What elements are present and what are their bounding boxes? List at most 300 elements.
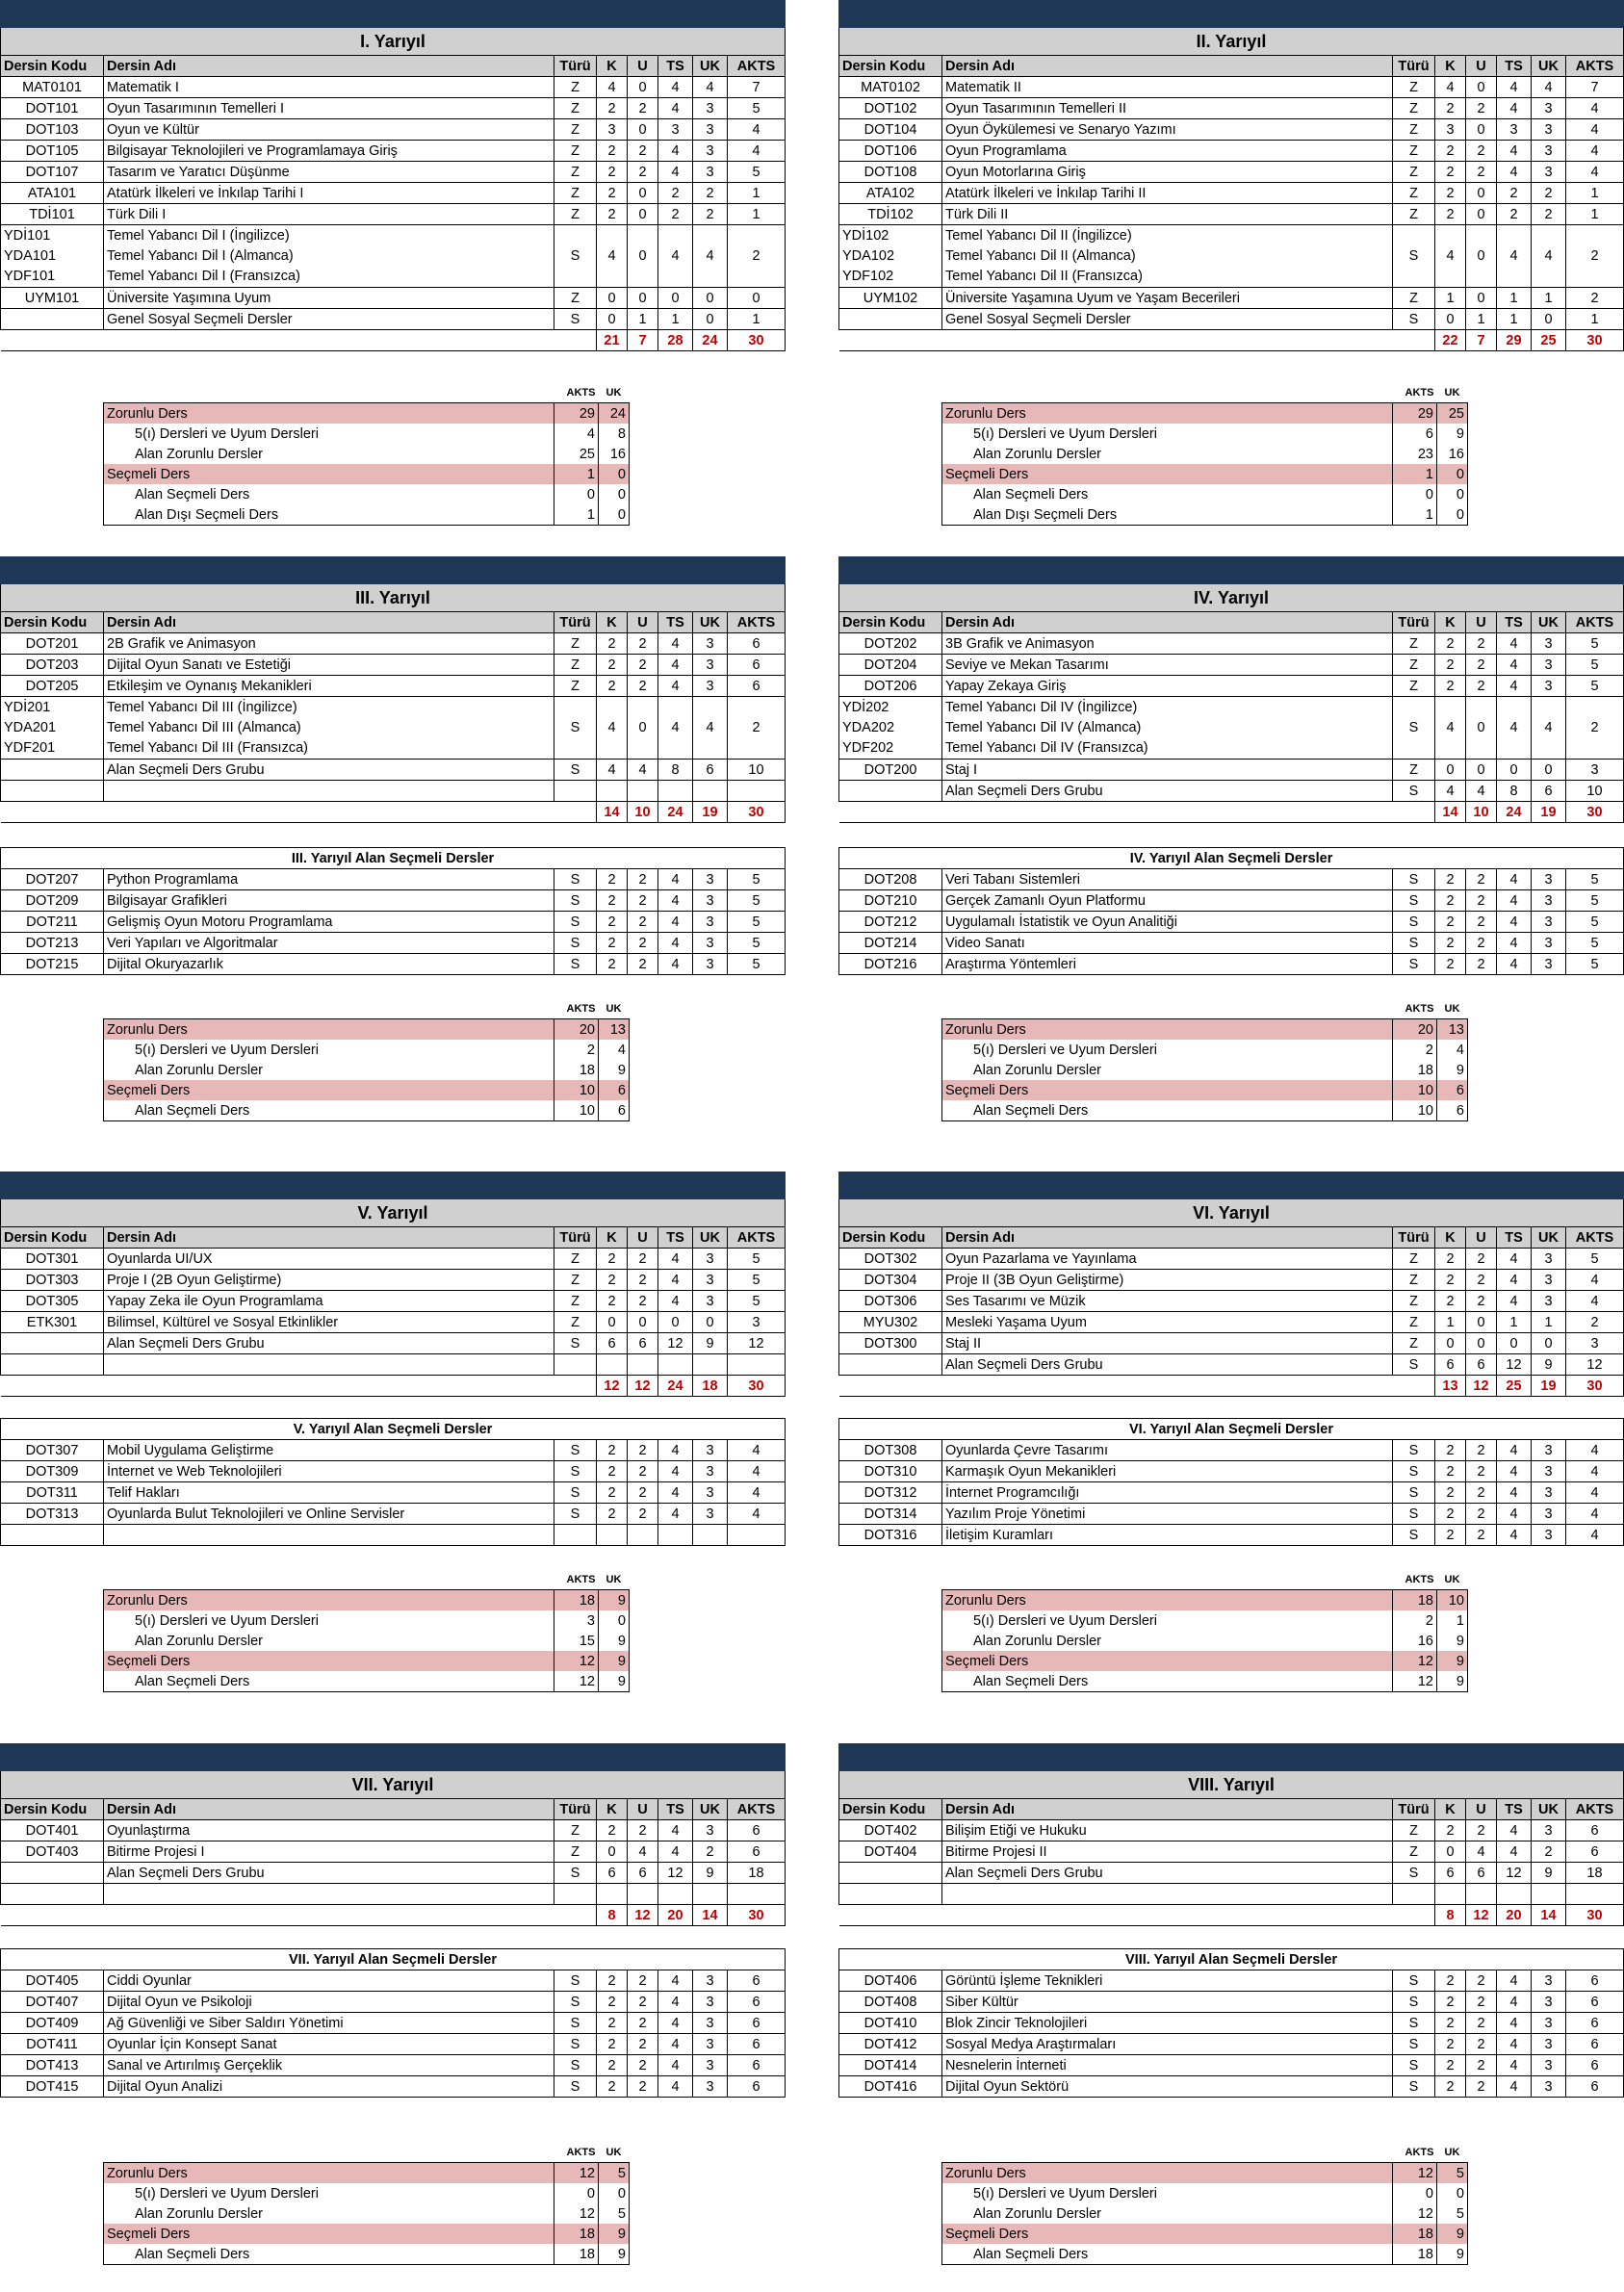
course-codes [839, 697, 942, 760]
course-u: 0 [1466, 183, 1497, 204]
summary-akts: 18 [1393, 2244, 1437, 2265]
course-u: 4 [1466, 1841, 1497, 1863]
course-name: Görüntü İşleme Teknikleri [942, 1970, 1393, 1992]
summary-akts: 10 [554, 1100, 599, 1121]
course-u: 6 [628, 1333, 658, 1354]
course-u [1466, 1884, 1497, 1905]
course-uk: 3 [693, 119, 728, 141]
course-row-language [839, 697, 1624, 760]
summary-uk-header: UK [606, 387, 622, 399]
course-code: YDF102 [842, 268, 894, 284]
course-code: YDF202 [842, 739, 894, 756]
course-k: 2 [597, 162, 628, 183]
summary-uk: 4 [599, 1040, 630, 1060]
total-uk: 25 [1532, 330, 1566, 351]
summary-label: Alan Seçmeli Ders [104, 2244, 554, 2265]
course-names [942, 225, 1393, 288]
course-name: Yapay Zeka ile Oyun Programlama [104, 1291, 554, 1312]
course-code: YDA202 [842, 719, 895, 735]
column-header-row [1, 1799, 786, 1820]
summary-label: Alan Seçmeli Ders [942, 484, 1393, 504]
header-akts: AKTS [728, 1227, 786, 1249]
summary-row [104, 403, 630, 425]
course-row [839, 77, 1624, 98]
course-row [1, 1884, 786, 1905]
summary-akts: 18 [1393, 1590, 1437, 1611]
course-row [839, 183, 1624, 204]
course-k: 2 [1435, 2034, 1466, 2055]
course-k: 2 [597, 2013, 628, 2034]
course-row [1, 1291, 786, 1312]
course-row [1, 1863, 786, 1884]
course-code: DOT401 [1, 1820, 104, 1841]
elective-row [839, 1970, 1624, 1992]
course-k: 2 [1435, 204, 1466, 225]
total-akts: 30 [1566, 1905, 1624, 1926]
course-type: S [554, 697, 597, 760]
course-ts: 4 [658, 1461, 693, 1482]
header-k: K [597, 612, 628, 633]
summary-akts: 0 [1393, 2183, 1437, 2203]
elective-row [1, 954, 786, 975]
course-uk: 2 [693, 1841, 728, 1863]
course-codes [1, 225, 104, 288]
course-k: 2 [1435, 2076, 1466, 2098]
course-code: DOT105 [1, 141, 104, 162]
course-code: MAT0102 [839, 77, 942, 98]
course-code: UYM101 [1, 288, 104, 309]
semester-title: VIII. Yarıyıl [839, 1771, 1624, 1799]
course-code [1, 760, 104, 781]
course-u: 0 [628, 1312, 658, 1333]
course-uk: 0 [693, 1312, 728, 1333]
summary-label: Alan Seçmeli Ders [942, 2244, 1393, 2265]
header-name: Dersin Adı [942, 612, 1393, 633]
course-ts: 4 [1497, 1291, 1532, 1312]
summary-uk: 10 [1437, 1590, 1468, 1611]
course-type: S [554, 2034, 597, 2055]
course-code: UYM102 [839, 288, 942, 309]
summary-akts: 18 [554, 1590, 599, 1611]
summary-row [104, 1080, 630, 1100]
course-ts: 4 [1497, 2034, 1532, 2055]
course-ts: 4 [658, 98, 693, 119]
course-akts: 18 [728, 1863, 786, 1884]
course-code [1, 1525, 104, 1546]
header-akts: AKTS [1566, 1227, 1624, 1249]
course-type: Z [554, 1841, 597, 1863]
course-code: ATA101 [1, 183, 104, 204]
course-row [839, 633, 1624, 655]
course-k: 2 [597, 655, 628, 676]
course-name: Ses Tasarımı ve Müzik [942, 1291, 1393, 1312]
elective-title: V. Yarıyıl Alan Seçmeli Dersler [1, 1419, 786, 1440]
course-akts: 2 [1566, 1312, 1624, 1333]
course-code: YDA101 [4, 247, 57, 264]
course-uk: 3 [693, 890, 728, 912]
course-ts: 4 [1497, 1482, 1532, 1504]
course-type [554, 1354, 597, 1376]
course-row [1, 309, 786, 330]
course-code: DOT209 [1, 890, 104, 912]
course-type: S [1393, 697, 1435, 760]
total-ts: 24 [658, 1376, 693, 1397]
course-uk: 4 [1532, 77, 1566, 98]
elective-title: III. Yarıyıl Alan Seçmeli Dersler [1, 848, 786, 869]
course-ts: 4 [658, 1482, 693, 1504]
course-code [1, 309, 104, 330]
course-u: 2 [628, 869, 658, 890]
course-code: DOT309 [1, 1461, 104, 1482]
summary-row [104, 2224, 630, 2244]
summary-uk: 6 [1437, 1080, 1468, 1100]
course-k: 2 [1435, 676, 1466, 697]
course-ts: 4 [1497, 141, 1532, 162]
course-type: Z [554, 98, 597, 119]
course-k: 2 [1435, 1970, 1466, 1992]
course-type: Z [1393, 1291, 1435, 1312]
course-name: Telif Hakları [104, 1482, 554, 1504]
course-name: Sanal ve Artırılmış Gerçeklik [104, 2055, 554, 2076]
total-uk: 14 [693, 1905, 728, 1926]
header-ts: TS [1497, 56, 1532, 77]
summary-label: Alan Seçmeli Ders [942, 1671, 1393, 1692]
course-uk: 3 [693, 162, 728, 183]
course-name: İnternet ve Web Teknolojileri [104, 1461, 554, 1482]
course-type: S [554, 912, 597, 933]
course-type: Z [1393, 162, 1435, 183]
course-ts: 4 [658, 1992, 693, 2013]
semester-table [838, 0, 1624, 351]
course-type: S [554, 1440, 597, 1461]
summary-uk: 5 [1437, 2203, 1468, 2224]
summary-row [942, 1651, 1468, 1671]
summary-row [104, 424, 630, 444]
course-type [554, 1884, 597, 1905]
header-uk: UK [693, 1799, 728, 1820]
course-ts [658, 781, 693, 802]
summary-akts-header: AKTS [1405, 1574, 1434, 1585]
course-code: DOT406 [839, 1970, 942, 1992]
header-type: Türü [554, 612, 597, 633]
elective-table [0, 1418, 786, 1546]
course-code: DOT310 [839, 1461, 942, 1482]
course-ts: 0 [658, 1312, 693, 1333]
course-u: 0 [1466, 225, 1497, 288]
course-k: 0 [1435, 1841, 1466, 1863]
header-u: U [1466, 1799, 1497, 1820]
course-code: DOT107 [1, 162, 104, 183]
course-name: Türk Dili I [104, 204, 554, 225]
summary-akts: 10 [554, 1080, 599, 1100]
column-header-row [839, 56, 1624, 77]
course-name: Gelişmiş Oyun Motoru Programlama [104, 912, 554, 933]
course-u: 1 [1466, 309, 1497, 330]
course-type: Z [1393, 183, 1435, 204]
total-uk: 19 [1532, 1376, 1566, 1397]
summary-uk: 9 [599, 1060, 630, 1080]
summary-row [942, 1040, 1468, 1060]
course-akts: 4 [728, 1461, 786, 1482]
credit-summary [941, 1570, 1468, 1692]
course-u: 2 [1466, 912, 1497, 933]
summary-label: Alan Zorunlu Dersler [104, 1060, 554, 1080]
course-type: S [1393, 781, 1435, 802]
course-type: S [554, 890, 597, 912]
course-ts: 4 [658, 1291, 693, 1312]
course-u: 0 [1466, 1312, 1497, 1333]
summary-row [104, 2244, 630, 2265]
course-uk: 1 [1532, 288, 1566, 309]
course-u: 2 [1466, 1270, 1497, 1291]
course-type: Z [1393, 1333, 1435, 1354]
summary-uk: 0 [599, 1610, 630, 1631]
course-code: YDF101 [4, 268, 56, 284]
course-uk: 3 [1532, 655, 1566, 676]
course-k: 0 [597, 1312, 628, 1333]
course-k: 4 [1435, 781, 1466, 802]
course-k: 0 [1435, 760, 1466, 781]
course-code: DOT415 [1, 2076, 104, 2098]
elective-row [839, 2034, 1624, 2055]
course-row [839, 1291, 1624, 1312]
course-row [839, 1333, 1624, 1354]
course-ts: 4 [1497, 933, 1532, 954]
summary-label: Alan Zorunlu Dersler [104, 1631, 554, 1651]
course-u: 0 [1466, 288, 1497, 309]
course-uk: 3 [693, 1291, 728, 1312]
summary-akts: 12 [554, 2203, 599, 2224]
course-names [104, 225, 554, 288]
course-row [1, 760, 786, 781]
summary-label: Seçmeli Ders [104, 1651, 554, 1671]
course-u: 2 [628, 1249, 658, 1270]
course-type: S [1393, 869, 1435, 890]
course-uk: 3 [693, 1270, 728, 1291]
course-code [1, 1884, 104, 1905]
course-u: 2 [628, 2034, 658, 2055]
summary-uk: 0 [1437, 464, 1468, 484]
header-akts: AKTS [1566, 1799, 1624, 1820]
course-type: S [554, 2076, 597, 2098]
course-uk [693, 1354, 728, 1376]
course-name: Oyun Pazarlama ve Yayınlama [942, 1249, 1393, 1270]
credit-summary [941, 383, 1468, 526]
course-uk: 3 [1532, 676, 1566, 697]
course-akts: 5 [1566, 869, 1624, 890]
credit-summary [103, 1570, 630, 1692]
course-uk: 3 [1532, 1270, 1566, 1291]
summary-akts: 1 [1393, 504, 1437, 526]
course-code: DOT206 [839, 676, 942, 697]
course-u: 2 [1466, 933, 1497, 954]
summary-akts: 0 [554, 2183, 599, 2203]
header-name: Dersin Adı [942, 56, 1393, 77]
semester-band [839, 557, 1624, 584]
course-k: 2 [1435, 1820, 1466, 1841]
course-k: 2 [597, 869, 628, 890]
summary-akts: 23 [1393, 444, 1437, 464]
course-type: S [554, 1333, 597, 1354]
course-uk: 3 [693, 1820, 728, 1841]
summary-row [942, 444, 1468, 464]
course-k: 2 [597, 933, 628, 954]
course-u: 2 [628, 933, 658, 954]
course-ts: 2 [1497, 204, 1532, 225]
course-akts: 4 [1566, 1270, 1624, 1291]
summary-row [942, 1610, 1468, 1631]
course-code: DOT106 [839, 141, 942, 162]
summary-akts: 12 [554, 2163, 599, 2184]
course-uk: 4 [693, 77, 728, 98]
semester-title: I. Yarıyıl [1, 28, 786, 56]
header-ts: TS [658, 1799, 693, 1820]
course-code: YDF201 [4, 739, 56, 756]
course-row [839, 141, 1624, 162]
summary-uk: 9 [599, 1651, 630, 1671]
course-type: S [554, 309, 597, 330]
summary-row [942, 1060, 1468, 1080]
course-akts: 6 [728, 1970, 786, 1992]
course-name: Temel Yabancı Dil I (Fransızca) [107, 268, 300, 284]
summary-row [942, 1100, 1468, 1121]
course-name: Dijital Oyun Sektörü [942, 2076, 1393, 2098]
summary-akts: 12 [1393, 1651, 1437, 1671]
course-akts: 5 [728, 954, 786, 975]
course-uk: 3 [693, 912, 728, 933]
summary-row [942, 1631, 1468, 1651]
course-code: DOT202 [839, 633, 942, 655]
course-name: Dijital Okuryazarlık [104, 954, 554, 975]
course-u: 4 [628, 760, 658, 781]
summary-akts: 1 [554, 464, 599, 484]
semester-title: V. Yarıyıl [1, 1199, 786, 1227]
course-akts: 6 [1566, 2055, 1624, 2076]
course-type: Z [1393, 1312, 1435, 1333]
total-u: 12 [1466, 1905, 1497, 1926]
course-u: 2 [1466, 1461, 1497, 1482]
course-uk: 3 [1532, 1504, 1566, 1525]
course-akts: 5 [1566, 633, 1624, 655]
elective-row [839, 2076, 1624, 2098]
total-ts: 25 [1497, 1376, 1532, 1397]
course-type: S [554, 2055, 597, 2076]
course-code: DOT102 [839, 98, 942, 119]
course-code: DOT412 [839, 2034, 942, 2055]
semester-band [839, 1744, 1624, 1771]
summary-row [104, 1100, 630, 1121]
course-type: S [1393, 1440, 1435, 1461]
summary-uk: 9 [1437, 1651, 1468, 1671]
header-k: K [1435, 1799, 1466, 1820]
total-ts: 28 [658, 330, 693, 351]
course-type: S [1393, 2055, 1435, 2076]
course-u: 2 [628, 655, 658, 676]
total-akts: 30 [728, 1905, 786, 1926]
course-u: 2 [1466, 2076, 1497, 2098]
summary-row [104, 1019, 630, 1041]
course-name: Oyunlar İçin Konsept Sanat [104, 2034, 554, 2055]
course-akts: 6 [1566, 2013, 1624, 2034]
course-type: Z [1393, 1841, 1435, 1863]
course-ts [658, 1354, 693, 1376]
summary-label: Zorunlu Ders [942, 1590, 1393, 1611]
course-uk: 3 [693, 633, 728, 655]
course-uk: 3 [693, 2013, 728, 2034]
summary-row [942, 1080, 1468, 1100]
summary-uk: 5 [1437, 2163, 1468, 2184]
course-u: 2 [628, 1482, 658, 1504]
course-code: DOT216 [839, 954, 942, 975]
header-k: K [1435, 1227, 1466, 1249]
course-type: S [554, 1992, 597, 2013]
course-u: 2 [628, 1291, 658, 1312]
course-code: DOT312 [839, 1482, 942, 1504]
elective-table [838, 1418, 1624, 1546]
course-type: S [1393, 1863, 1435, 1884]
course-code: YDA102 [842, 247, 895, 264]
course-ts: 12 [1497, 1863, 1532, 1884]
course-code: DOT404 [839, 1841, 942, 1863]
summary-uk: 9 [1437, 2244, 1468, 2265]
header-uk: UK [1532, 56, 1566, 77]
total-uk: 14 [1532, 1905, 1566, 1926]
course-u: 0 [628, 183, 658, 204]
course-type: Z [1393, 77, 1435, 98]
header-k: K [597, 1227, 628, 1249]
course-row [1, 781, 786, 802]
total-u: 10 [628, 802, 658, 823]
course-k: 0 [597, 309, 628, 330]
total-akts: 30 [1566, 330, 1624, 351]
course-code [839, 1884, 942, 1905]
elective-row [839, 1440, 1624, 1461]
course-k: 6 [1435, 1354, 1466, 1376]
course-row [1, 1270, 786, 1291]
summary-akts: 6 [1393, 424, 1437, 444]
course-code: DOT101 [1, 98, 104, 119]
summary-row [942, 1590, 1468, 1611]
course-akts: 1 [728, 204, 786, 225]
summary-label: Alan Dışı Seçmeli Ders [104, 504, 554, 526]
total-akts: 30 [728, 1376, 786, 1397]
header-name: Dersin Adı [104, 612, 554, 633]
course-code: DOT301 [1, 1249, 104, 1270]
course-k: 2 [597, 98, 628, 119]
course-u: 2 [628, 2013, 658, 2034]
course-name: Üniversite Yaşımına Uyum [104, 288, 554, 309]
header-name: Dersin Adı [104, 1799, 554, 1820]
totals-row [1, 802, 786, 823]
summary-uk: 0 [599, 484, 630, 504]
credit-summary [103, 383, 630, 526]
course-k: 2 [597, 890, 628, 912]
summary-uk-header: UK [1444, 2147, 1460, 2158]
course-uk: 2 [693, 204, 728, 225]
header-k: K [1435, 612, 1466, 633]
course-uk: 3 [1532, 933, 1566, 954]
course-name: Temel Yabancı Dil III (İngilizce) [107, 699, 297, 715]
course-code: DOT416 [839, 2076, 942, 2098]
elective-table [0, 1948, 786, 2098]
course-name: Oyun Programlama [942, 141, 1393, 162]
course-type: Z [1393, 1820, 1435, 1841]
course-ts: 4 [658, 676, 693, 697]
course-ts: 8 [1497, 781, 1532, 802]
course-uk [693, 781, 728, 802]
course-name: Bilimsel, Kültürel ve Sosyal Etkinlikler [104, 1312, 554, 1333]
course-ts: 8 [658, 760, 693, 781]
